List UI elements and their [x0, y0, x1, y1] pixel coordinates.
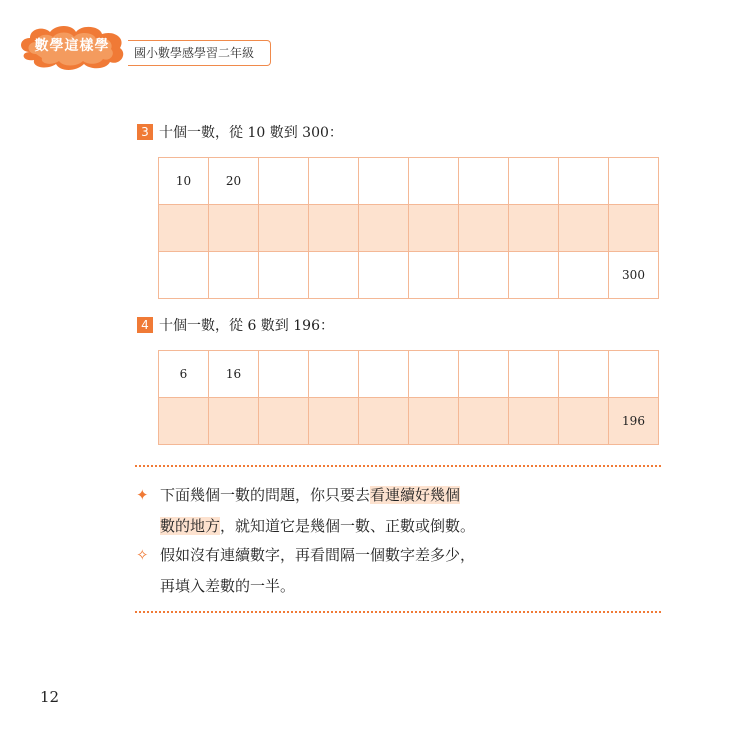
grid-row: [159, 205, 659, 252]
problem-4-text: 十個一數，從 6 數到 196：: [159, 318, 334, 334]
grid-cell[interactable]: [509, 158, 559, 205]
grid-cell[interactable]: [359, 398, 409, 445]
problem-3-grid: [158, 157, 659, 299]
grid-cell[interactable]: [259, 252, 309, 299]
grid-cell[interactable]: [559, 252, 609, 299]
badge-title: 數學這樣學: [34, 38, 110, 54]
grid-cell[interactable]: [309, 252, 359, 299]
dotted-divider-bottom: [135, 611, 661, 613]
hollow-star-icon: ✧: [136, 546, 149, 564]
grid-cell[interactable]: [509, 351, 559, 398]
problem-4-number: 4: [137, 317, 153, 333]
grid-cell[interactable]: [409, 351, 459, 398]
grid-cell[interactable]: [559, 351, 609, 398]
grid-cell[interactable]: [309, 205, 359, 252]
grid-cell[interactable]: [459, 252, 509, 299]
grid-cell[interactable]: 6: [159, 351, 209, 398]
tip-2-text-b: 再填入差數的一半。: [160, 577, 296, 595]
grid-cell[interactable]: [259, 158, 309, 205]
grid-cell[interactable]: [409, 252, 459, 299]
grid-cell[interactable]: [159, 205, 209, 252]
grid-row: [159, 351, 659, 398]
grid-cell[interactable]: 196: [609, 398, 659, 445]
grid-cell[interactable]: [559, 205, 609, 252]
grid-cell[interactable]: [309, 351, 359, 398]
grid-cell[interactable]: 20: [209, 158, 259, 205]
problem-3-number: 3: [137, 124, 153, 140]
filled-star-icon: ✦: [136, 486, 149, 504]
grid-cell[interactable]: [159, 252, 209, 299]
grid-cell[interactable]: [309, 158, 359, 205]
grid-cell[interactable]: [509, 398, 559, 445]
page-number: 12: [40, 688, 60, 706]
problem-3-heading: [137, 122, 343, 142]
dotted-divider-top: [135, 465, 661, 467]
grid-cell[interactable]: [559, 158, 609, 205]
header-subtitle-box: [128, 40, 271, 66]
tip-1: [136, 480, 475, 542]
grid-row: [159, 158, 659, 205]
grid-cell[interactable]: [409, 205, 459, 252]
grid-cell[interactable]: [209, 398, 259, 445]
tip-2: [136, 540, 475, 602]
grid-cell[interactable]: [459, 158, 509, 205]
tip-1-text-a: 下面幾個一數的問題，你只要去: [160, 486, 371, 504]
grid-cell[interactable]: 10: [159, 158, 209, 205]
grid-cell[interactable]: [609, 205, 659, 252]
grid-cell[interactable]: [409, 398, 459, 445]
grid-cell[interactable]: [309, 398, 359, 445]
problem-4-grid: [158, 350, 659, 445]
problem-3-text: 十個一數，從 10 數到 300：: [159, 125, 343, 141]
grid-cell[interactable]: [409, 158, 459, 205]
tip-1-line-2: [136, 511, 475, 542]
grid-cell[interactable]: [359, 252, 409, 299]
tip-1-highlight-2: 數的地方: [160, 517, 221, 535]
grid-row: [159, 398, 659, 445]
grid-cell[interactable]: [359, 205, 409, 252]
grid-cell[interactable]: [509, 205, 559, 252]
grid-cell[interactable]: [159, 398, 209, 445]
grid-cell[interactable]: [609, 158, 659, 205]
problem-4-heading: [137, 315, 334, 335]
tip-2-text-a: 假如沒有連續數字，再看間隔一個數字差多少，: [160, 546, 476, 564]
tip-1-highlight-1: 看連續好幾個: [370, 486, 461, 504]
grid-cell[interactable]: [359, 351, 409, 398]
grid-row: [159, 252, 659, 299]
grid-cell[interactable]: 16: [209, 351, 259, 398]
grid-cell[interactable]: [459, 205, 509, 252]
grid-cell[interactable]: [259, 205, 309, 252]
grid-cell[interactable]: [209, 205, 259, 252]
grid-cell[interactable]: 300: [609, 252, 659, 299]
header-badge: [16, 22, 128, 72]
grid-cell[interactable]: [459, 351, 509, 398]
tip-2-line-2: [136, 571, 475, 602]
grid-cell[interactable]: [459, 398, 509, 445]
tip-2-line-1: [136, 540, 475, 571]
tip-1-text-b: ，就知道它是幾個一數、正數或倒數。: [220, 517, 476, 535]
grid-cell[interactable]: [259, 351, 309, 398]
header-subtitle: 國小數學感學習二年級: [134, 46, 255, 60]
grid-cell[interactable]: [359, 158, 409, 205]
grid-cell[interactable]: [209, 252, 259, 299]
tip-1-line-1: [136, 480, 475, 511]
grid-cell[interactable]: [559, 398, 609, 445]
grid-cell[interactable]: [609, 351, 659, 398]
grid-cell[interactable]: [509, 252, 559, 299]
grid-cell[interactable]: [259, 398, 309, 445]
